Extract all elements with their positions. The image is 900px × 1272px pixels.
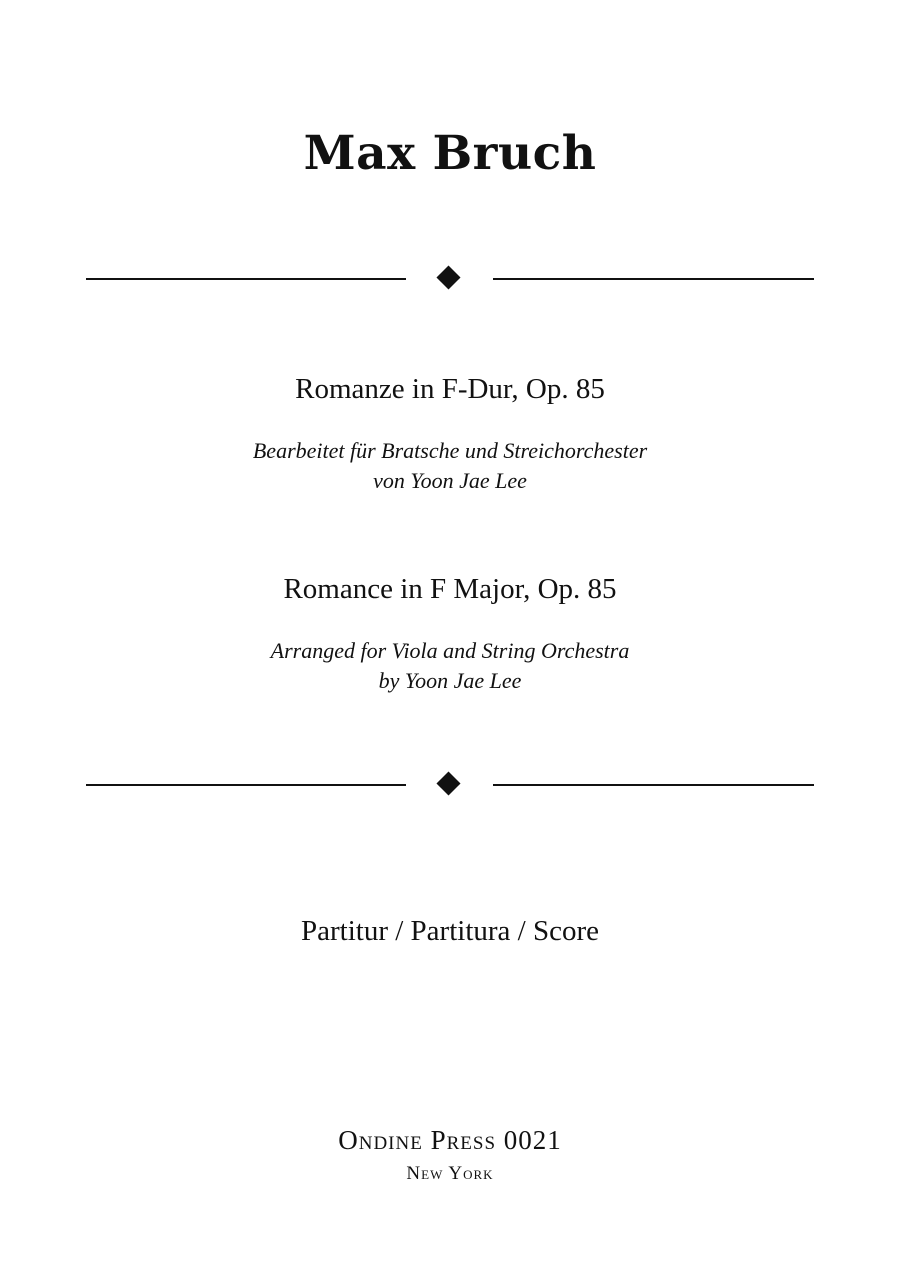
diamond-ornament-icon [436,771,460,795]
ornamental-divider-top [0,267,900,291]
divider-rule-left [86,784,406,786]
publisher-city: New York [406,1163,494,1184]
arrangement-german-line-1: Bearbeitet für Bratsche und Streichorchester [252,438,648,463]
score-label: Partitur / Partitura / Score [301,915,599,947]
divider-rule-right [493,784,814,786]
composer-name: Max Bruch [303,126,597,181]
arrangement-english-line-2: by Yoon Jae Lee [378,668,522,693]
arrangement-german-line-2: von Yoon Jae Lee [373,468,527,493]
diamond-ornament-icon [436,265,460,289]
ornamental-divider-bottom [0,773,900,797]
work-title-german: Romanze in F-Dur, Op. 85 [295,373,605,405]
divider-rule-left [86,278,406,280]
publisher-name: Ondine Press 0021 [338,1125,562,1155]
work-title-english: Romance in F Major, Op. 85 [283,573,617,605]
arrangement-english-line-1: Arranged for Viola and String Orchestra [270,638,630,663]
divider-rule-right [493,278,814,280]
